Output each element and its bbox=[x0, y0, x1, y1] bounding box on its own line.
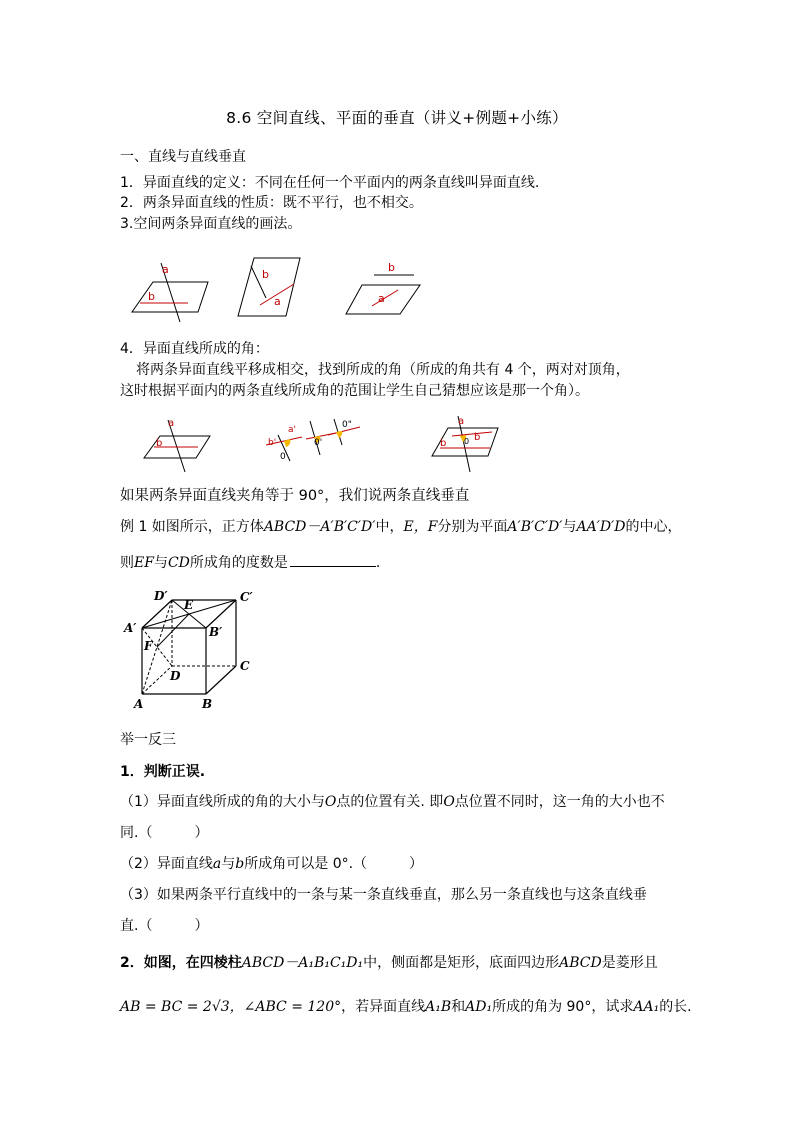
angle-figure-1 bbox=[140, 410, 220, 480]
item-angle: 4．异面直线所成的角： bbox=[120, 341, 269, 357]
question-1-3-line-2: 直.（ ） bbox=[120, 918, 209, 934]
svg-text:a: a bbox=[378, 292, 385, 305]
label-E: E bbox=[184, 598, 194, 612]
question-2-line-1: 2．如图，在四棱柱ABCD－A₁B₁C₁D₁中，侧面都是矩形，底面四边形ABCD是菱形且 bbox=[120, 955, 658, 971]
item-angle-body-2: 这时根据平面内的两条直线所成角的范围让学生自己猜想应该是那一个角）。 bbox=[120, 383, 589, 399]
item-angle-body-1: 将两条异面直线平移成相交，找到所成的角（所成的角共有 4 个，两对对顶角， bbox=[136, 362, 630, 378]
item-property: 2．两条异面直线的性质：既不平行，也不相交。 bbox=[120, 195, 423, 211]
svg-text:b: b bbox=[388, 261, 395, 274]
example-1-line-1: 例 1 如图所示，正方体ABCD－A′B′C′D′中，E，F分别为平面A′B′C′D′与AA′D′D的中心， bbox=[120, 519, 682, 535]
example-1-line-2: 则EF与CD所成角的度数是 . bbox=[120, 552, 380, 572]
angle-figure-2 bbox=[430, 410, 520, 480]
svg-text:a: a bbox=[168, 418, 175, 429]
svg-text:a': a' bbox=[288, 425, 296, 435]
question-1-1-line-2: 同.（ ） bbox=[120, 825, 209, 841]
label-F: F bbox=[144, 639, 153, 653]
label-C: C bbox=[240, 659, 250, 673]
cube-figure bbox=[120, 588, 280, 718]
svg-text:0: 0 bbox=[280, 452, 286, 462]
angle-figure-translated bbox=[262, 415, 372, 465]
svg-text:0: 0 bbox=[464, 437, 470, 446]
label-a: a bbox=[162, 263, 169, 276]
label-B1: B′ bbox=[209, 625, 223, 639]
label-A1: A′ bbox=[124, 621, 137, 635]
svg-text:b: b bbox=[440, 438, 447, 449]
question-1-2: （2）异面直线a与b所成角可以是 0°.（ ） bbox=[120, 856, 424, 872]
item-drawing: 3.空间两条异面直线的画法。 bbox=[120, 216, 302, 232]
label-B: B bbox=[202, 697, 213, 711]
svg-text:a: a bbox=[458, 416, 465, 427]
svg-text:0': 0' bbox=[314, 438, 323, 448]
skew-lines-figure-3 bbox=[342, 258, 442, 328]
svg-text:b: b bbox=[156, 438, 163, 449]
skew-lines-figure-1 bbox=[128, 255, 228, 325]
label-C1: C′ bbox=[240, 590, 253, 604]
question-1-1-line-1: （1）异面直线所成的角的大小与O点的位置有关. 即O点位置不同时，这一角的大小也不 bbox=[120, 794, 665, 810]
svg-text:b: b bbox=[474, 432, 481, 443]
practice-heading: 举一反三 bbox=[120, 732, 176, 748]
svg-text:b': b' bbox=[268, 438, 277, 448]
skew-lines-figure-2 bbox=[236, 256, 316, 326]
label-A: A bbox=[134, 697, 144, 711]
question-1-3-line-1: （3）如果两条平行直线中的一条与某一条直线垂直，那么另一条直线也与这条直线垂 bbox=[120, 887, 647, 903]
page-title: 8.6 空间直线、平面的垂直（讲义+例题+小练） bbox=[226, 109, 568, 127]
label-b: b bbox=[148, 290, 155, 303]
question-2-line-2: AB = BC = 2√3，∠ABC = 120°，若异面直线A₁B和AD₁所成的角为 90°，试求AA₁的长. bbox=[120, 999, 692, 1015]
question-1: 1．判断正误. bbox=[120, 764, 206, 780]
section-heading: 一、直线与直线垂直 bbox=[120, 149, 246, 165]
label-D: D bbox=[170, 669, 181, 683]
svg-text:a: a bbox=[274, 295, 281, 308]
item-definition: 1．异面直线的定义：不同在任何一个平面内的两条直线叫异面直线. bbox=[120, 175, 540, 191]
label-D1: D′ bbox=[154, 589, 168, 603]
answer-blank[interactable] bbox=[290, 552, 376, 567]
perpendicular-definition: 如果两条异面直线夹角等于 90°，我们说两条直线垂直 bbox=[120, 488, 470, 504]
svg-text:b: b bbox=[262, 268, 269, 281]
svg-text:0": 0" bbox=[342, 420, 352, 430]
